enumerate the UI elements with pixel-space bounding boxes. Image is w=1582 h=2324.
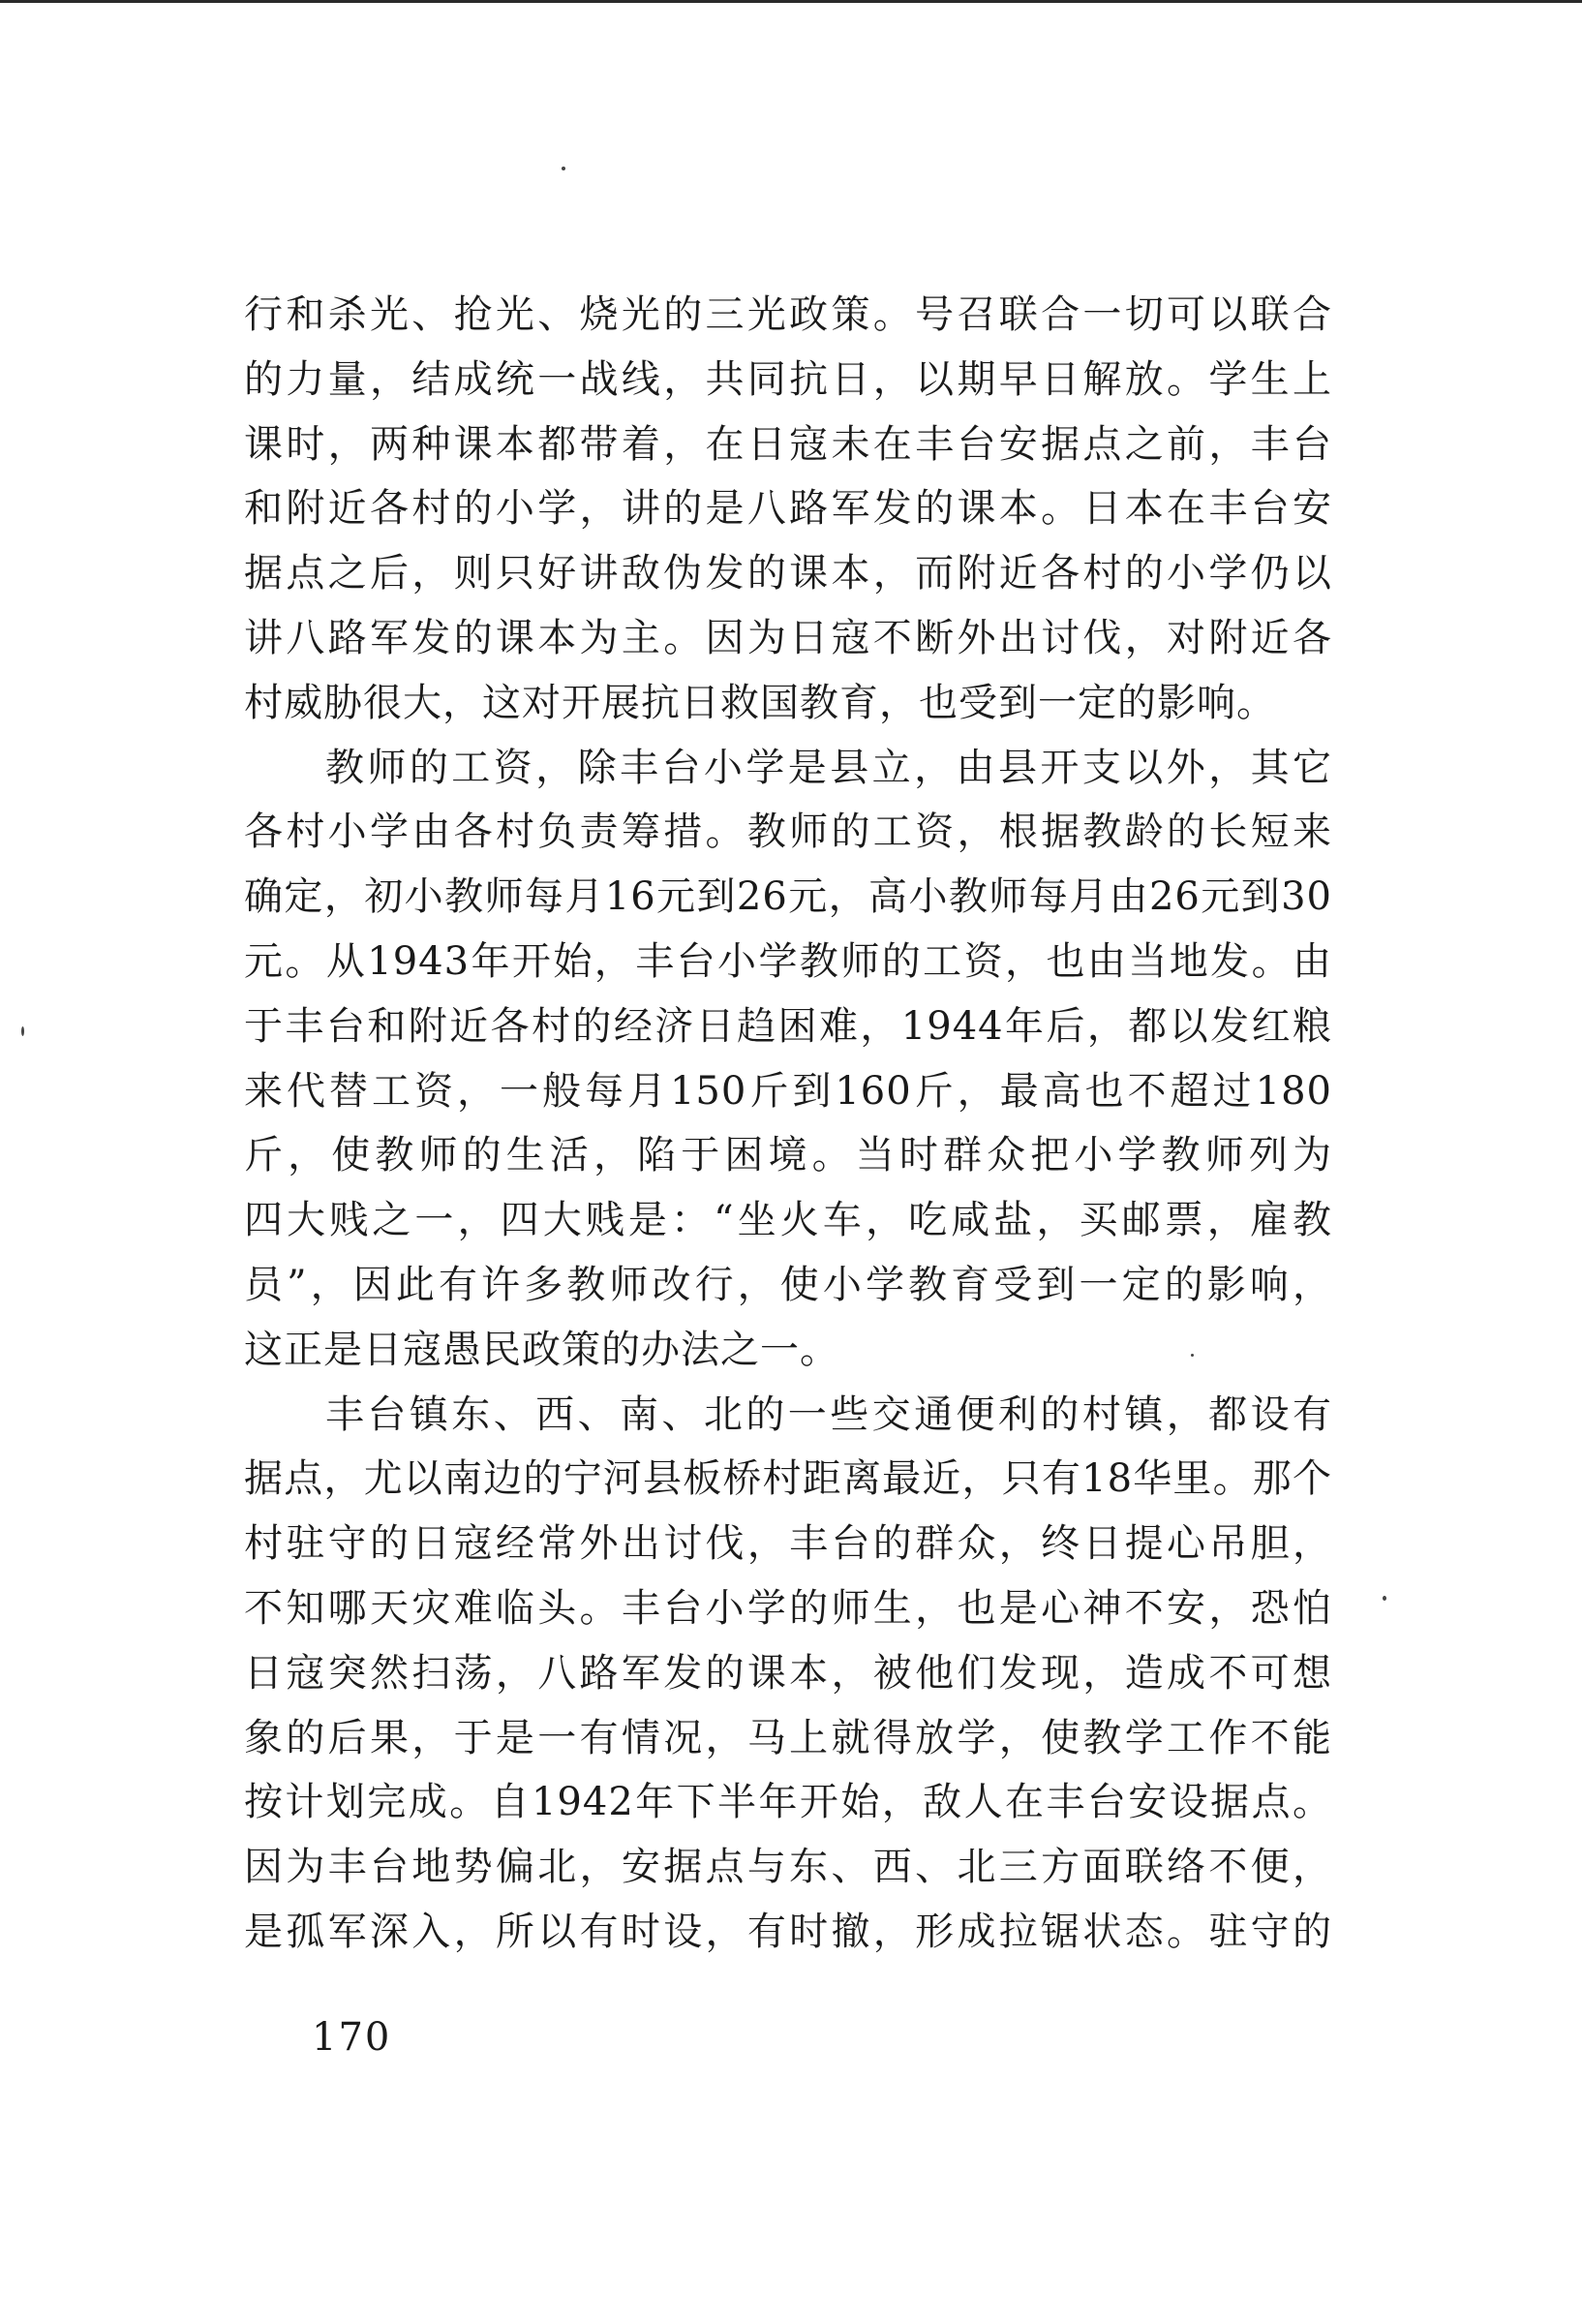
text-line: 教师的工资，除丰台小学是县立，由县开支以外，其它 [325, 745, 1332, 790]
text-line: 因为丰台地势偏北，安据点与东、西、北三方面联络不便， [244, 1845, 1332, 1890]
text-line: 来代替工资，一般每月150斤到160斤，最高也不超过180 [244, 1068, 1332, 1114]
text-line: 各村小学由各村负责筹措。教师的工资，根据教龄的长短来 [244, 810, 1332, 855]
text-line: 确定，初小教师每月16元到26元，高小教师每月由26元到30 [244, 874, 1332, 920]
text-line: 讲八路军发的课本为主。因为日寇不断外出讨伐，对附近各 [244, 615, 1332, 660]
scan-speck [562, 167, 565, 170]
text-line: 象的后果，于是一有情况，马上就得放学，使教学工作不能 [244, 1715, 1332, 1760]
text-line: 丰台镇东、西、南、北的一些交通便利的村镇，都设有 [325, 1391, 1332, 1437]
text-line: 据点，尤以南边的宁河县板桥村距离最近，只有18华里。那个 [244, 1456, 1332, 1502]
text-line: 据点之后，则只好讲敌伪发的课本，而附近各村的小学仍以 [244, 551, 1332, 596]
text-line: 这正是日寇愚民政策的办法之一。 [244, 1327, 839, 1372]
body-text [244, 283, 1332, 1965]
scan-speck [21, 1026, 24, 1036]
text-line: 和附近各村的小学，讲的是八路军发的课本。日本在丰台安 [244, 486, 1332, 532]
text-line: 是孤军深入，所以有时设，有时撤，形成拉锯状态。驻守的 [244, 1909, 1332, 1954]
scan-speck [1383, 1596, 1386, 1601]
text-line: 不知哪天灾难临头。丰台小学的师生，也是心神不安，恐怕 [244, 1585, 1332, 1631]
text-line: 的力量，结成统一战线，共同抗日，以期早日解放。学生上 [244, 356, 1332, 402]
text-line: 四大贱之一，四大贱是：“坐火车，吃咸盐，买邮票，雇教 [244, 1198, 1332, 1243]
text-line: 村威胁很大，这对开展抗日救国教育，也受到一定的影响。 [244, 680, 1276, 725]
text-line: 村驻守的日寇经常外出讨伐，丰台的群众，终日提心吊胆， [244, 1521, 1332, 1567]
text-line: 于丰台和附近各村的经济日趋困难，1944年后，都以发红粮 [244, 1003, 1332, 1049]
scan-edge-line [0, 0, 1582, 3]
text-line: 课时，两种课本都带着，在日寇未在丰台安据点之前，丰台 [244, 421, 1332, 467]
text-line: 元。从1943年开始，丰台小学教师的工资，也由当地发。由 [244, 938, 1332, 984]
text-line: 按计划完成。自1942年下半年开始，敌人在丰台安设据点。 [244, 1780, 1332, 1825]
text-line: 斤，使教师的生活，陷于困境。当时群众把小学教师列为 [244, 1133, 1332, 1178]
text-line: 行和杀光、抢光、烧光的三光政策。号召联合一切可以联合 [244, 292, 1332, 337]
text-line: 员”，因此有许多教师改行，使小学教育受到一定的影响， [244, 1262, 1332, 1307]
text-line: 日寇突然扫荡，八路军发的课本，被他们发现，造成不可想 [244, 1650, 1332, 1696]
page-number: 170 [312, 2015, 392, 2060]
